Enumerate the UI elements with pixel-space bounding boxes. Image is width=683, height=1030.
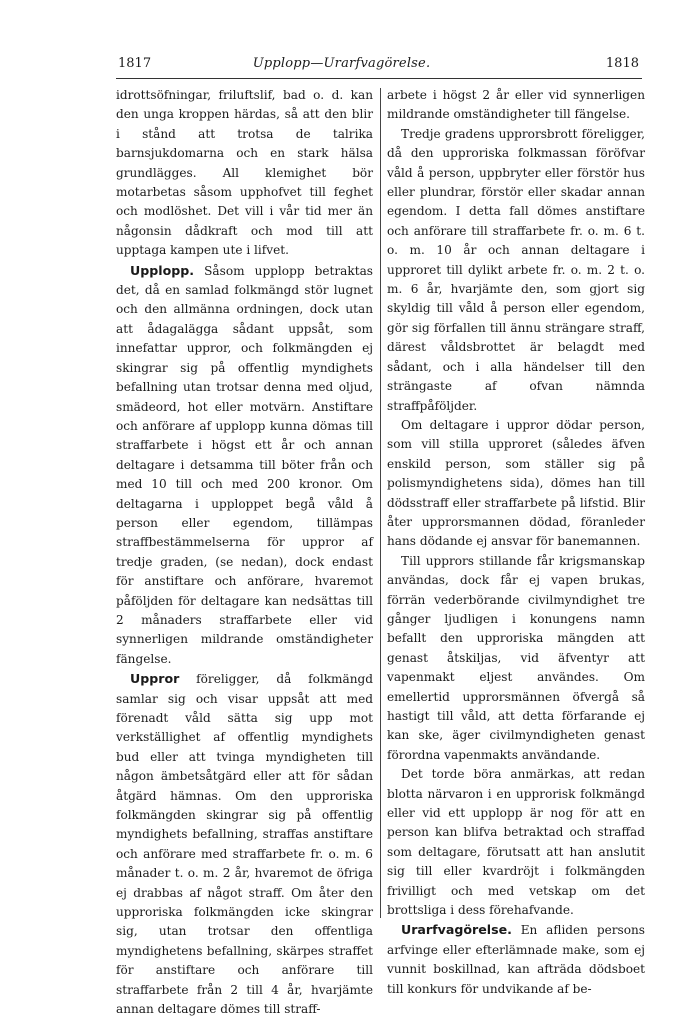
heading-uppror: Uppror xyxy=(130,671,180,687)
paragraph-krigsmanskap: Till upprors stillande får krigsmanskap användas, dock får ej vapen brukas, förrän vederbörande civilmyndighet tre gånger ljudligen i konungens namn befallt den upproriska mängden att genast åtskiljas, vid äfventyr att vapenmakt eljest användes. Om emellertid upprorsmännen öfvergå så hastigt till våld, att detta förfarande ej kan ske, äger civilmyndigheten genast förordna vapenmakts användande. xyxy=(387,553,645,762)
paragraph-anmarkas: Det torde böra anmärkas, att redan blotta närvaron i en upprorisk folkmängd eller vid ett upplopp är nog för att en person kan blifva betraktad och straffad som deltagare, förutsatt att han anslutit sig till eller kvardröjt i folkmängden frivilligt och med vetskap om det brottsliga i dess förehafvande. xyxy=(387,767,645,918)
heading-upplopp: Upplopp. xyxy=(130,262,195,278)
column-divider xyxy=(380,88,381,918)
paragraph-upplopp-text: Såsom upplopp betraktas det, då en samlad folkmängd stör lugnet och den allmänna ordningen, dock utan att ådagalägga sådant uppsåt, som innefattar uppror, och folkmängden ej skingrar sig på offentlig myndighets befallning utan trotsar denna med oljud, smädeord, hot eller motvärn. Anstiftare och anförare af upplopp kunna dömas till straffarbete i högst ett år och annan deltagare i detsamma till böter från och med 10 till och med 200 kronor. Om deltagarna i upploppet begå våld å person eller egendom, tillämpas straffbestämmelserna för uppror af tredje graden, (se nedan), dock endast för anstiftare och anförare, hvaremot påföljden för deltagare kan nedsättas till 2 månaders straffarbete eller vid synnerligen mildrande omständigheter fängelse. xyxy=(116,263,373,666)
running-title: Upplopp—Urarfvagörelse. xyxy=(252,56,431,71)
page-number-right: 1818 xyxy=(605,56,639,71)
header-rule xyxy=(116,78,642,79)
paragraph-tredje-graden: Tredje gradens upprorsbrott föreligger, då den upproriska folkmassan föröfvar våld å person, uppbryter eller förstör hus eller plundrar, förstör eller skadar annan egendom. I detta fall dömes anstiftare och anförare till straffarbete fr. o. m. 6 t. o. m. 10 år och annan deltagare i upproret till dylikt arbete fr. o. m. 2 t. o. m. 6 år, hvarjämte den, som gjort sig skyldig till våld å person eller egendom, gör sig förfallen till ännu strängare straff, därest våldsbrottet är belagdt med sådant, och i alla händelser till den strängaste af ofvan nämnda straffpåföljder. xyxy=(387,126,645,413)
paragraph-urarfvagorelse-text: En afliden persons arfvinge eller efterlämnade make, som ej vunnit boskillnad, kan afträda dödsboet till konkurs för undvikande af be- xyxy=(387,923,645,996)
left-column xyxy=(116,86,373,1020)
paragraph-dodar-person: Om deltagare i uppror dödar person, som vill stilla upproret (således äfven enskild person, som ställer sig på polismyndighetens sida), dömes han till dödsstraff eller straffarbete på lifstid. Blir åter upprorsmannen dödad, föranleder hans dödande ej ansvar för banemannen. xyxy=(387,417,645,549)
paragraph-upplopp xyxy=(116,261,373,670)
paragraph-idrott: idrottsöfningar, friluftslif, bad o. d. kan den unga kroppen härdas, så att den blir i stånd att trotsa de talrika barnsjukdomarna och en stark hälsa grundlägges. All klemighet bör motarbetas såsom upphofvet till feghet och modlöshet. Det vill i vår tid mer än någonsin dådkraft och mod till att upptaga kampen ute i lifvet. xyxy=(116,88,373,258)
paragraph-continued: arbete i högst 2 år eller vid synnerligen mildrande omständigheter till fängelse. xyxy=(387,88,645,122)
paragraph-uppror-text: föreligger, då folkmängd samlar sig och visar uppsåt att med förenadt våld sätta sig upp mot verkställighet af offentlig myndighets bud eller att tvinga myndigheten till någon ämbetsåtgärd eller att för sådan åtgärd hämnas. Om den upproriska folkmängden skingrar sig på offentlig myndighets befallning, straffas anstiftare och anförare med straffarbete fr. o. m. 6 månader t. o. m. 2 år, hvaremot de öfriga ej drabbas af något straff. Om åter den upproriska folkmängden icke skingrar sig, utan trotsar den offentliga myndighetens befallning, skärpes straffet för anstiftare och anförare till straffarbete från 2 till 4 år, hvarjämte annan deltagare dömes till straff- xyxy=(116,672,373,1017)
page-number-left: 1817 xyxy=(118,56,152,71)
right-column xyxy=(387,86,645,999)
paragraph-urarfvagorelse xyxy=(387,920,645,999)
heading-urarfvagorelse: Urarfvagörelse. xyxy=(401,922,512,938)
paragraph-uppror xyxy=(116,669,373,1019)
